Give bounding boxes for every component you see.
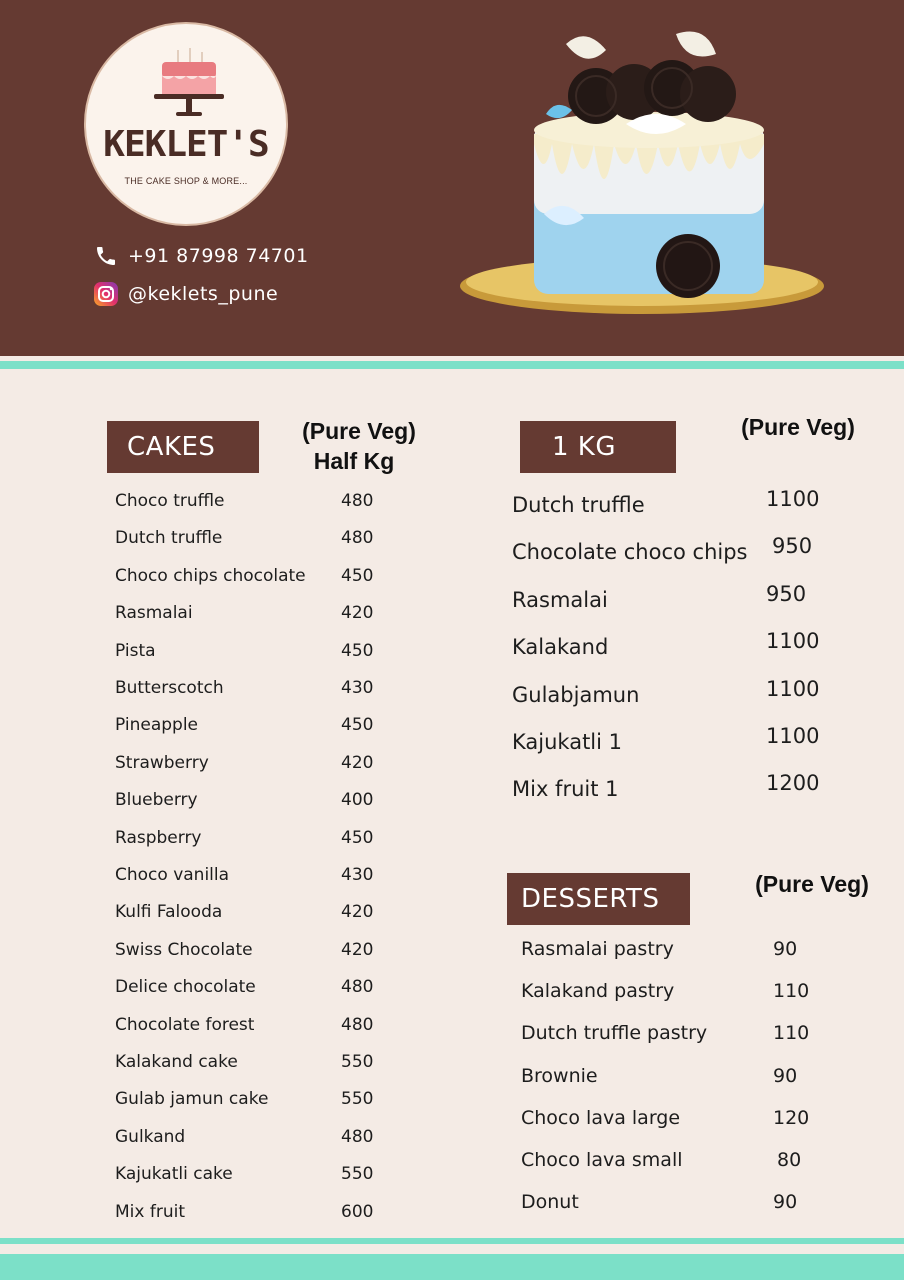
menu-item-name: Rasmalai [512,587,608,612]
menu-item-name: Strawberry [115,752,209,773]
menu-item-name: Blueberry [115,790,198,811]
menu-item-name: Gulab jamun cake [115,1089,269,1110]
menu-item-price: 550 [341,1089,374,1110]
brand-name: KEKLET'S [103,124,269,165]
instagram-contact [92,280,278,308]
menu-item-price: 420 [341,902,374,923]
menu-item-price: 110 [773,980,810,1003]
cake-stand-icon [148,46,228,126]
accent-stripe-top [0,361,904,369]
menu-item-name: Kalakand pastry [521,980,675,1003]
menu-item-name: Kajukatli 1 [512,730,623,754]
menu-item-price: 120 [773,1106,810,1129]
menu-item-name: Delice chocolate [115,977,256,998]
menu-item-price: 90 [773,1064,798,1087]
instagram-icon [92,280,120,308]
menu-item-price: 430 [341,678,374,698]
brand-logo [84,22,288,226]
menu-item-name: Gulkand [115,1126,186,1147]
menu-item-name: Dutch truffle [115,528,223,549]
brand-tagline: THE CAKE SHOP & MORE... [124,176,248,186]
cake-photo [456,14,836,324]
accent-stripe-bottom [0,1254,904,1280]
menu-item-name: Mix fruit [115,1201,185,1222]
menu-item-name: Choco lava large [521,1106,681,1129]
menu-item-price: 480 [341,977,374,998]
menu-item-price: 1100 [766,724,820,748]
menu-item-price: 400 [341,790,374,811]
menu-item-name: Mix fruit 1 [512,777,619,802]
desserts-label: DESSERTS [507,873,690,925]
menu-item-name: Choco truffle [115,491,225,511]
menu-item-price: 600 [341,1201,374,1222]
menu-item-price: 480 [341,1014,374,1035]
menu-item-price: 480 [341,491,374,511]
menu-item-price: 1100 [766,487,820,511]
menu-item-name: Kalakand cake [115,1052,238,1072]
menu-item-price: 1100 [766,676,820,701]
menu-item-name: Butterscotch [115,678,224,698]
menu-item-name: Pista [115,640,156,661]
menu-item-price: 450 [341,565,374,586]
menu-item-name: Pineapple [115,715,199,736]
menu-item-name: Chocolate forest [115,1014,255,1035]
menu-item-price: 420 [341,939,374,960]
instagram-handle: @keklets_pune [128,283,279,305]
menu-item-price: 110 [773,1022,810,1045]
menu-item-price: 90 [773,1191,798,1214]
menu-item-name: Choco chips chocolate [115,565,306,586]
phone-icon [92,242,120,270]
menu-item-price: 480 [341,1126,374,1147]
menu-item-name: Choco vanilla [115,865,230,885]
menu-item-name: Choco lava small [521,1149,683,1171]
menu-item-price: 550 [341,1164,374,1185]
menu-item-price: 950 [766,581,807,606]
menu-item-price: 450 [341,640,374,661]
menu-item-price: 450 [341,715,374,736]
phone-contact [92,242,309,270]
menu-item-name: Kulfi Falooda [115,902,223,923]
cakes-note-weight: Half Kg [313,448,395,474]
menu-item-name: Rasmalai pastry [521,938,674,960]
menu-item-price: 420 [341,752,374,773]
menu-item-price: 430 [341,865,374,885]
menu-item-price: 950 [772,534,813,559]
menu-item-name: Kajukatli cake [115,1164,233,1185]
accent-stripe-bottom-thin [0,1238,904,1244]
menu-item-name: Dutch truffle [512,493,645,517]
menu-item-name: Donut [521,1191,579,1214]
cakes-label: CAKES [107,421,259,473]
menu-item-price: 1200 [766,771,820,796]
menu-item-name: Gulabjamun [512,682,640,707]
menu-item-name: Swiss Chocolate [115,939,253,960]
menu-item-price: 90 [773,938,798,960]
menu-item-name: Brownie [521,1064,598,1087]
menu-item-price: 550 [341,1052,374,1072]
menu-item-name: Rasmalai [115,603,193,624]
menu-item-name: Dutch truffle pastry [521,1022,708,1045]
menu-item-price: 480 [341,528,374,549]
menu-item-price: 1100 [766,629,820,654]
desserts-note-veg: (Pure Veg) [755,871,869,897]
phone-number: +91 87998 74701 [128,245,309,267]
menu-item-price: 420 [341,603,374,624]
menu-item-name: Chocolate choco chips [512,540,748,565]
cakes-note-veg: (Pure Veg) [302,418,416,444]
menu-item-name: Kalakand [512,635,609,660]
one-kg-label: 1 KG [520,421,676,473]
menu-item-name: Raspberry [115,827,202,848]
one-kg-note-veg: (Pure Veg) [741,414,855,440]
menu-item-price: 80 [777,1149,802,1171]
menu-item-price: 450 [341,827,374,848]
